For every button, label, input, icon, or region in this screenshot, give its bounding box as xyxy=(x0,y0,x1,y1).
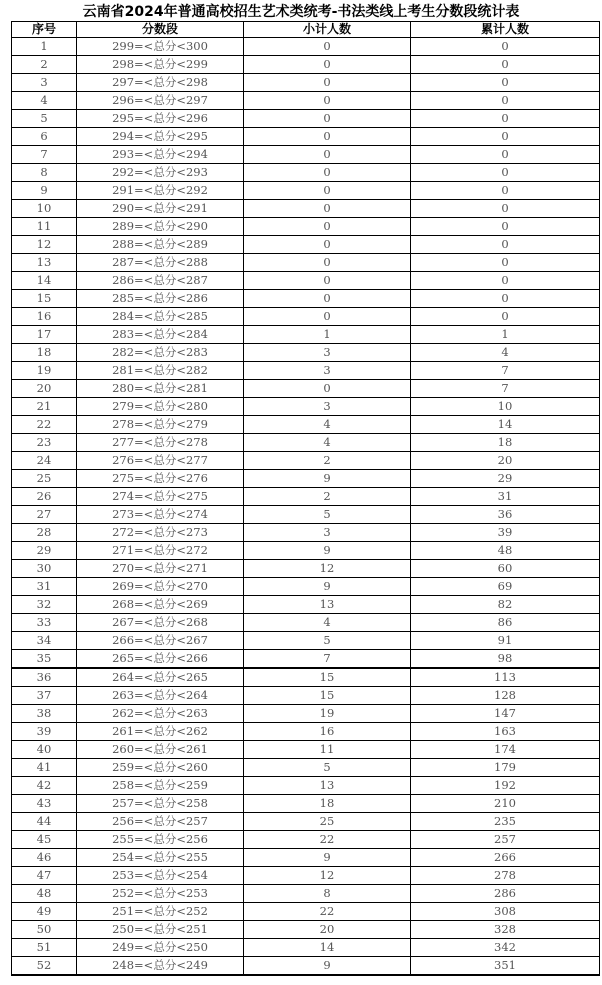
cell-cumulative: 7 xyxy=(411,362,600,380)
cell-index: 17 xyxy=(12,326,77,344)
cell-score-range: 262=<总分<263 xyxy=(77,705,244,723)
header-subtotal: 小计人数 xyxy=(244,22,411,38)
table-row xyxy=(12,488,600,506)
cell-subtotal: 16 xyxy=(244,723,411,741)
cell-score-range: 295=<总分<296 xyxy=(77,110,244,128)
cell-index: 15 xyxy=(12,290,77,308)
cell-cumulative: 266 xyxy=(411,849,600,867)
cell-cumulative: 128 xyxy=(411,687,600,705)
table-row xyxy=(12,578,600,596)
table-row xyxy=(12,560,600,578)
cell-index: 42 xyxy=(12,777,77,795)
cell-index: 44 xyxy=(12,813,77,831)
cell-index: 23 xyxy=(12,434,77,452)
cell-score-range: 258=<总分<259 xyxy=(77,777,244,795)
cell-cumulative: 342 xyxy=(411,939,600,957)
table-row xyxy=(12,326,600,344)
cell-index: 40 xyxy=(12,741,77,759)
table-row xyxy=(12,470,600,488)
cell-subtotal: 0 xyxy=(244,164,411,182)
cell-score-range: 284=<总分<285 xyxy=(77,308,244,326)
cell-cumulative: 179 xyxy=(411,759,600,777)
cell-cumulative: 210 xyxy=(411,795,600,813)
cell-cumulative: 1 xyxy=(411,326,600,344)
cell-index: 52 xyxy=(12,957,77,976)
cell-subtotal: 5 xyxy=(244,632,411,650)
cell-cumulative: 0 xyxy=(411,236,600,254)
cell-score-range: 276=<总分<277 xyxy=(77,452,244,470)
cell-index: 11 xyxy=(12,218,77,236)
cell-cumulative: 278 xyxy=(411,867,600,885)
cell-score-range: 268=<总分<269 xyxy=(77,596,244,614)
table-row xyxy=(12,308,600,326)
table-row xyxy=(12,705,600,723)
cell-score-range: 280=<总分<281 xyxy=(77,380,244,398)
table-row xyxy=(12,542,600,560)
cell-score-range: 299=<总分<300 xyxy=(77,38,244,56)
table-row xyxy=(12,813,600,831)
cell-subtotal: 0 xyxy=(244,74,411,92)
cell-subtotal: 0 xyxy=(244,128,411,146)
cell-index: 45 xyxy=(12,831,77,849)
table-row xyxy=(12,831,600,849)
cell-cumulative: 4 xyxy=(411,344,600,362)
cell-cumulative: 29 xyxy=(411,470,600,488)
cell-score-range: 292=<总分<293 xyxy=(77,164,244,182)
cell-subtotal: 0 xyxy=(244,254,411,272)
cell-subtotal: 1 xyxy=(244,326,411,344)
table-row xyxy=(12,182,600,200)
cell-index: 3 xyxy=(12,74,77,92)
cell-index: 2 xyxy=(12,56,77,74)
cell-index: 41 xyxy=(12,759,77,777)
cell-cumulative: 147 xyxy=(411,705,600,723)
table-row xyxy=(12,903,600,921)
cell-index: 24 xyxy=(12,452,77,470)
cell-cumulative: 0 xyxy=(411,254,600,272)
cell-index: 10 xyxy=(12,200,77,218)
cell-score-range: 270=<总分<271 xyxy=(77,560,244,578)
table-row xyxy=(12,614,600,632)
cell-subtotal: 0 xyxy=(244,308,411,326)
cell-cumulative: 0 xyxy=(411,272,600,290)
cell-index: 28 xyxy=(12,524,77,542)
cell-index: 49 xyxy=(12,903,77,921)
table-row xyxy=(12,344,600,362)
table-row xyxy=(12,596,600,614)
cell-subtotal: 4 xyxy=(244,416,411,434)
table-row xyxy=(12,380,600,398)
cell-subtotal: 3 xyxy=(244,362,411,380)
cell-cumulative: 0 xyxy=(411,200,600,218)
cell-index: 16 xyxy=(12,308,77,326)
table-row xyxy=(12,110,600,128)
cell-score-range: 285=<总分<286 xyxy=(77,290,244,308)
table-row xyxy=(12,795,600,813)
cell-subtotal: 15 xyxy=(244,668,411,687)
cell-cumulative: 192 xyxy=(411,777,600,795)
cell-score-range: 255=<总分<256 xyxy=(77,831,244,849)
cell-cumulative: 91 xyxy=(411,632,600,650)
cell-cumulative: 82 xyxy=(411,596,600,614)
cell-subtotal: 5 xyxy=(244,759,411,777)
cell-index: 19 xyxy=(12,362,77,380)
cell-subtotal: 12 xyxy=(244,867,411,885)
cell-cumulative: 163 xyxy=(411,723,600,741)
table-row xyxy=(12,164,600,182)
cell-subtotal: 0 xyxy=(244,200,411,218)
cell-score-range: 249=<总分<250 xyxy=(77,939,244,957)
cell-index: 38 xyxy=(12,705,77,723)
cell-score-range: 261=<总分<262 xyxy=(77,723,244,741)
cell-subtotal: 19 xyxy=(244,705,411,723)
table-row xyxy=(12,452,600,470)
table-row xyxy=(12,524,600,542)
table-row xyxy=(12,741,600,759)
cell-score-range: 277=<总分<278 xyxy=(77,434,244,452)
cell-cumulative: 257 xyxy=(411,831,600,849)
cell-subtotal: 4 xyxy=(244,434,411,452)
cell-score-range: 283=<总分<284 xyxy=(77,326,244,344)
cell-cumulative: 0 xyxy=(411,92,600,110)
table-row xyxy=(12,416,600,434)
cell-index: 43 xyxy=(12,795,77,813)
table-body xyxy=(12,38,600,976)
cell-score-range: 251=<总分<252 xyxy=(77,903,244,921)
cell-score-range: 282=<总分<283 xyxy=(77,344,244,362)
cell-index: 5 xyxy=(12,110,77,128)
cell-subtotal: 0 xyxy=(244,272,411,290)
cell-cumulative: 0 xyxy=(411,182,600,200)
cell-subtotal: 20 xyxy=(244,921,411,939)
cell-cumulative: 31 xyxy=(411,488,600,506)
cell-subtotal: 3 xyxy=(244,398,411,416)
table-row xyxy=(12,687,600,705)
table-row xyxy=(12,362,600,380)
cell-subtotal: 7 xyxy=(244,650,411,669)
table-row xyxy=(12,939,600,957)
cell-index: 7 xyxy=(12,146,77,164)
cell-cumulative: 98 xyxy=(411,650,600,669)
cell-index: 35 xyxy=(12,650,77,669)
cell-index: 21 xyxy=(12,398,77,416)
cell-cumulative: 351 xyxy=(411,957,600,976)
cell-index: 22 xyxy=(12,416,77,434)
cell-subtotal: 2 xyxy=(244,488,411,506)
cell-cumulative: 0 xyxy=(411,164,600,182)
cell-score-range: 272=<总分<273 xyxy=(77,524,244,542)
cell-score-range: 264=<总分<265 xyxy=(77,668,244,687)
cell-score-range: 281=<总分<282 xyxy=(77,362,244,380)
table-row xyxy=(12,74,600,92)
cell-index: 51 xyxy=(12,939,77,957)
cell-index: 8 xyxy=(12,164,77,182)
cell-score-range: 273=<总分<274 xyxy=(77,506,244,524)
cell-subtotal: 9 xyxy=(244,578,411,596)
cell-score-range: 263=<总分<264 xyxy=(77,687,244,705)
cell-subtotal: 9 xyxy=(244,542,411,560)
cell-score-range: 290=<总分<291 xyxy=(77,200,244,218)
cell-subtotal: 11 xyxy=(244,741,411,759)
cell-index: 34 xyxy=(12,632,77,650)
cell-score-range: 294=<总分<295 xyxy=(77,128,244,146)
cell-score-range: 275=<总分<276 xyxy=(77,470,244,488)
cell-cumulative: 328 xyxy=(411,921,600,939)
cell-index: 33 xyxy=(12,614,77,632)
cell-index: 25 xyxy=(12,470,77,488)
cell-index: 18 xyxy=(12,344,77,362)
cell-index: 36 xyxy=(12,668,77,687)
cell-subtotal: 2 xyxy=(244,452,411,470)
cell-index: 46 xyxy=(12,849,77,867)
cell-index: 39 xyxy=(12,723,77,741)
cell-score-range: 271=<总分<272 xyxy=(77,542,244,560)
cell-subtotal: 4 xyxy=(244,614,411,632)
table-row xyxy=(12,398,600,416)
cell-subtotal: 22 xyxy=(244,903,411,921)
cell-subtotal: 0 xyxy=(244,110,411,128)
cell-score-range: 259=<总分<260 xyxy=(77,759,244,777)
cell-subtotal: 8 xyxy=(244,885,411,903)
cell-subtotal: 0 xyxy=(244,290,411,308)
cell-score-range: 252=<总分<253 xyxy=(77,885,244,903)
header-index: 序号 xyxy=(12,22,77,38)
cell-index: 1 xyxy=(12,38,77,56)
cell-subtotal: 9 xyxy=(244,470,411,488)
cell-index: 13 xyxy=(12,254,77,272)
cell-cumulative: 14 xyxy=(411,416,600,434)
score-distribution-table xyxy=(11,21,600,976)
cell-index: 47 xyxy=(12,867,77,885)
cell-index: 14 xyxy=(12,272,77,290)
table-row xyxy=(12,867,600,885)
cell-cumulative: 174 xyxy=(411,741,600,759)
cell-cumulative: 0 xyxy=(411,308,600,326)
cell-score-range: 274=<总分<275 xyxy=(77,488,244,506)
cell-cumulative: 0 xyxy=(411,74,600,92)
cell-subtotal: 13 xyxy=(244,777,411,795)
cell-index: 9 xyxy=(12,182,77,200)
cell-subtotal: 5 xyxy=(244,506,411,524)
table-row xyxy=(12,92,600,110)
cell-cumulative: 48 xyxy=(411,542,600,560)
cell-score-range: 266=<总分<267 xyxy=(77,632,244,650)
cell-score-range: 257=<总分<258 xyxy=(77,795,244,813)
cell-subtotal: 0 xyxy=(244,218,411,236)
cell-subtotal: 3 xyxy=(244,524,411,542)
cell-score-range: 248=<总分<249 xyxy=(77,957,244,976)
cell-cumulative: 0 xyxy=(411,38,600,56)
cell-cumulative: 10 xyxy=(411,398,600,416)
cell-cumulative: 20 xyxy=(411,452,600,470)
cell-score-range: 260=<总分<261 xyxy=(77,741,244,759)
table-row xyxy=(12,777,600,795)
table-row xyxy=(12,723,600,741)
cell-subtotal: 12 xyxy=(244,560,411,578)
table-row xyxy=(12,56,600,74)
table-row xyxy=(12,650,600,669)
table-row xyxy=(12,218,600,236)
cell-score-range: 289=<总分<290 xyxy=(77,218,244,236)
cell-score-range: 278=<总分<279 xyxy=(77,416,244,434)
cell-score-range: 293=<总分<294 xyxy=(77,146,244,164)
cell-score-range: 297=<总分<298 xyxy=(77,74,244,92)
cell-score-range: 265=<总分<266 xyxy=(77,650,244,669)
cell-index: 26 xyxy=(12,488,77,506)
table-row xyxy=(12,200,600,218)
cell-score-range: 298=<总分<299 xyxy=(77,56,244,74)
cell-cumulative: 0 xyxy=(411,290,600,308)
header-cumulative: 累计人数 xyxy=(411,22,600,38)
cell-subtotal: 18 xyxy=(244,795,411,813)
table-row xyxy=(12,759,600,777)
cell-index: 32 xyxy=(12,596,77,614)
cell-cumulative: 18 xyxy=(411,434,600,452)
table-row xyxy=(12,146,600,164)
cell-score-range: 286=<总分<287 xyxy=(77,272,244,290)
table-row xyxy=(12,506,600,524)
table-row xyxy=(12,921,600,939)
table-title: 云南省2024年普通高校招生艺术类统考-书法类线上考生分数段统计表 xyxy=(82,4,520,20)
cell-subtotal: 13 xyxy=(244,596,411,614)
table-header-row xyxy=(12,22,600,38)
cell-score-range: 256=<总分<257 xyxy=(77,813,244,831)
cell-cumulative: 86 xyxy=(411,614,600,632)
cell-index: 4 xyxy=(12,92,77,110)
cell-cumulative: 69 xyxy=(411,578,600,596)
table-row xyxy=(12,128,600,146)
cell-index: 6 xyxy=(12,128,77,146)
table-row xyxy=(12,632,600,650)
cell-cumulative: 0 xyxy=(411,56,600,74)
header-score-range: 分数段 xyxy=(77,22,244,38)
table-row xyxy=(12,434,600,452)
cell-cumulative: 39 xyxy=(411,524,600,542)
cell-cumulative: 308 xyxy=(411,903,600,921)
table-row xyxy=(12,849,600,867)
cell-cumulative: 0 xyxy=(411,146,600,164)
cell-index: 30 xyxy=(12,560,77,578)
cell-score-range: 296=<总分<297 xyxy=(77,92,244,110)
cell-index: 27 xyxy=(12,506,77,524)
cell-cumulative: 60 xyxy=(411,560,600,578)
cell-cumulative: 235 xyxy=(411,813,600,831)
cell-cumulative: 0 xyxy=(411,218,600,236)
cell-subtotal: 14 xyxy=(244,939,411,957)
table-row xyxy=(12,38,600,56)
cell-index: 29 xyxy=(12,542,77,560)
cell-index: 31 xyxy=(12,578,77,596)
table-row xyxy=(12,885,600,903)
cell-index: 12 xyxy=(12,236,77,254)
table-row xyxy=(12,272,600,290)
cell-cumulative: 286 xyxy=(411,885,600,903)
cell-subtotal: 0 xyxy=(244,146,411,164)
cell-cumulative: 0 xyxy=(411,128,600,146)
cell-subtotal: 0 xyxy=(244,92,411,110)
cell-subtotal: 22 xyxy=(244,831,411,849)
table-row xyxy=(12,290,600,308)
cell-index: 37 xyxy=(12,687,77,705)
cell-subtotal: 0 xyxy=(244,236,411,254)
cell-score-range: 253=<总分<254 xyxy=(77,867,244,885)
table-row xyxy=(12,236,600,254)
cell-score-range: 279=<总分<280 xyxy=(77,398,244,416)
cell-cumulative: 113 xyxy=(411,668,600,687)
cell-score-range: 291=<总分<292 xyxy=(77,182,244,200)
cell-subtotal: 0 xyxy=(244,38,411,56)
table-row xyxy=(12,668,600,687)
cell-subtotal: 0 xyxy=(244,182,411,200)
cell-score-range: 269=<总分<270 xyxy=(77,578,244,596)
cell-subtotal: 0 xyxy=(244,56,411,74)
table-row xyxy=(12,957,600,976)
cell-subtotal: 9 xyxy=(244,849,411,867)
cell-subtotal: 3 xyxy=(244,344,411,362)
cell-cumulative: 7 xyxy=(411,380,600,398)
cell-subtotal: 9 xyxy=(244,957,411,976)
cell-score-range: 250=<总分<251 xyxy=(77,921,244,939)
cell-cumulative: 0 xyxy=(411,110,600,128)
cell-index: 20 xyxy=(12,380,77,398)
cell-score-range: 254=<总分<255 xyxy=(77,849,244,867)
cell-subtotal: 0 xyxy=(244,380,411,398)
cell-score-range: 288=<总分<289 xyxy=(77,236,244,254)
cell-subtotal: 15 xyxy=(244,687,411,705)
table-row xyxy=(12,254,600,272)
cell-subtotal: 25 xyxy=(244,813,411,831)
cell-score-range: 287=<总分<288 xyxy=(77,254,244,272)
cell-cumulative: 36 xyxy=(411,506,600,524)
cell-score-range: 267=<总分<268 xyxy=(77,614,244,632)
cell-index: 50 xyxy=(12,921,77,939)
cell-index: 48 xyxy=(12,885,77,903)
